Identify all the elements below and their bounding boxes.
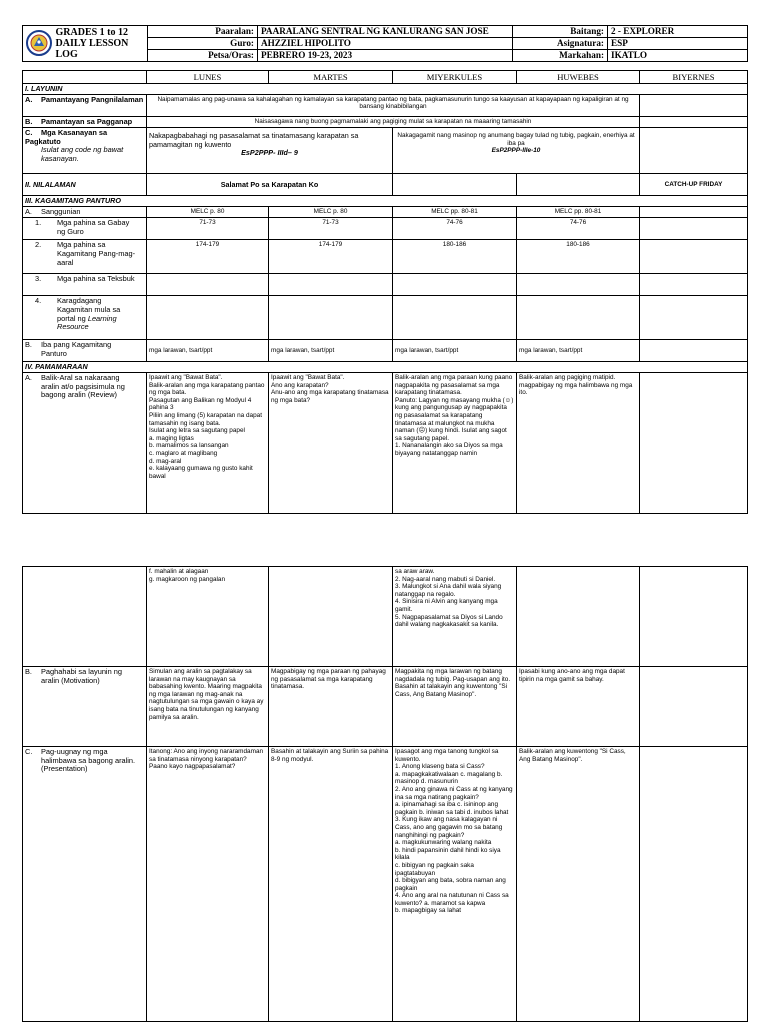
day-header-thu: HUWEBES [517, 71, 640, 84]
presentation-mon: Itanong: Ano ang inyong nararamdaman sa tinatamasa ninyong karapatan? Paano kayo nagpapasalamat? [147, 747, 269, 1022]
row-label-pamantayang-pangnilalaman: A. Pamantayang Pangnilalaman [23, 94, 147, 116]
row-label-pamantayan-sa-pagganap: B. Pamantayan sa Pagganap [23, 116, 147, 128]
row-label-teksbuk: 3. Mga pahina sa Teksbuk [23, 274, 147, 296]
balik-aral-thu: Balik-aralan ang pagiging matipid. magpabigay ng mga halimbawa ng mga ito. [517, 372, 640, 513]
lesson-log-table [22, 70, 748, 514]
sanggunian-mon: MELC p. 80 [147, 206, 269, 218]
kasanayan-note: Isulat ang code ng bawat kasanayan. [41, 145, 124, 163]
subject-value: ESP [608, 38, 748, 50]
lm-mon: 174-179 [147, 240, 269, 274]
deped-logo [23, 26, 53, 62]
day-header-mon: LUNES [147, 71, 269, 84]
iba-mon: mga larawan, tsart/ppt [147, 340, 269, 362]
row-label-sanggunian: A. Sanggunian [23, 206, 147, 218]
balik-aral-tue: Ipaawit ang "Bawat Bata". Ano ang karapatan? Anu-ano ang mga karapatang tinatamasa ng mga bata? [269, 372, 393, 513]
date-value: PEBRERO 19-23, 2023 [258, 50, 513, 62]
pamantayan-sa-pagganap-text: Naisasagawa nang buong pagmamalaki ang pagiging mulat sa karapatan na maaaring tamasahin [147, 116, 640, 128]
subject-label: Asignatura: [513, 38, 608, 50]
iba-tue: mga larawan, tsart/ppt [269, 340, 393, 362]
sanggunian-thu: MELC pp. 80-81 [517, 206, 640, 218]
balik-aral-wed-cont: sa araw araw. 2. Nag-aaral nang mabuti si Daniel. 3. Malungkot si Ana dahil wala siyang natanggap na regalo. 4. Sinisira ni Alvin ang kanyang mga gamit. 5. Nagpapasalamat sa Diyos si Lando dahil walang nagkakasakit sa kanila. [393, 567, 517, 667]
iba-thu: mga larawan, tsart/ppt [517, 340, 640, 362]
teacher-label: Guro: [148, 38, 258, 50]
balik-aral-mon: Ipaawit ang "Bawat Bata". Balik-aralan ang mga karapatang pantao ng mga bata. Pasagutan ang Balikan ng Modyul 4 pahina 3 Piliin ang limang (5) karapatan na dapat tamasahin ng isang bata. Isulat ang letra sa sagutang papel a. maging ligtas b. mamalimos sa lansangan c. maglaro at maglibang d. mag-aral e. kalayaang gumawa ng gusto kahit bawal [147, 372, 269, 513]
balik-aral-wed: Balik-aralan ang mga paraan kung paano nagpapakita ng pasasalamat sa mga karapatang tinatamasa. Panuto: Lagyan ng masayang mukha (☺) kung ang pangungusap ay nagpapakita ng pasasalamat sa karapatang tinatamasa at malungkot na mukha naman (☹) kung hindi. Isulat ang sagot sa sagutang papel. 1. Nananalangin ako sa Diyos sa mga biyayang natatanggap namin [393, 372, 517, 513]
kasanayan-mon-tue: Nakapagbabahagi ng pasasalamat sa tinatamasang karapatan sa pamamagitan ng kuwento EsP2PPP- IIId– 9 [147, 128, 393, 174]
sanggunian-tue: MELC p. 80 [269, 206, 393, 218]
daily-lesson-log-title: DAILY LESSON LOG [55, 38, 129, 60]
motivation-tue: Magpabigay ng mga paraan ng pahayag ng pasasalamat sa mga karapatang tinatamasa. [269, 667, 393, 747]
row-label-balik-aral: A. Balik-Aral sa nakaraang aralin at/o pagsisimula ng bagong aralin (Review) [23, 372, 147, 513]
nilalaman-title: Salamat Po sa Karapatan Ko [147, 174, 393, 196]
motivation-mon: Simulan ang aralin sa pagtalakay sa larawan na may kaugnayan sa babasahing kwento. Maaring magpakita ng mga larawan ng mag-anak na nagtutulungan sa mga gawain o kaya ay isang bata na tinutulungan ng kanyang pamilya sa aralin. [147, 667, 269, 747]
header-table [22, 25, 748, 62]
presentation-thu: Balik-aralan ang kuwentong "Si Cass, Ang Batang Masinop". [517, 747, 640, 1022]
catch-up-friday: CATCH-UP FRIDAY [640, 174, 748, 196]
school-label: Paaralan: [148, 26, 258, 38]
day-header-fri: BIYERNES [640, 71, 748, 84]
deped-seal-icon [26, 29, 52, 57]
section-pamamaraan: IV. PAMAMARAAN [23, 362, 748, 373]
row-label-learning-resource: 4. Karagdagang Kagamitan mula sa portal ng Learning Resource [23, 296, 147, 340]
grade-value: 2 - EXPLORER [608, 26, 748, 38]
motivation-thu: Ipasabi kung ano-ano ang mga dapat tipirin na mga gamit sa bahay. [517, 667, 640, 747]
day-header-tue: MARTES [269, 71, 393, 84]
log-title-cell [53, 26, 148, 62]
pamantayang-pangnilalaman-text: Naipamamalas ang pag-unawa sa kahalagahan ng kamalayan sa karapatang pantao ng bata, pagkamasunurin tungo sa kaayusan at kapayapaan ng kapaligiran at ng bansang kinabibilangan [147, 94, 640, 116]
sanggunian-wed: MELC pp. 80-81 [393, 206, 517, 218]
grade-label: Baitang: [513, 26, 608, 38]
presentation-tue: Basahin at talakayin ang Suriin sa pahina 8-9 ng modyul. [269, 747, 393, 1022]
motivation-wed: Magpakita ng mga larawan ng batang nagdadala ng tubig. Pag-usapan ang ito. Basahin at talakayin ang kuwentong "Si Cass, Ang Batang Masinop". [393, 667, 517, 747]
row-label-gabay-ng-guro: 1. Mga pahina sa Gabay ng Guro [23, 218, 147, 240]
section-layunin: I. LAYUNIN [23, 84, 748, 95]
row-label-presentation: C. Pag-uugnay ng mga halimbawa sa bagong aralin.(Presentation) [23, 747, 147, 1022]
row-label-motivation: B. Paghahabi sa layunin ng aralin (Motivation) [23, 667, 147, 747]
day-header-wed: MIYERKULES [393, 71, 517, 84]
gabay-thu: 74-76 [517, 218, 640, 240]
gabay-mon: 71-73 [147, 218, 269, 240]
row-label-iba-pang-kagamitan: B. Iba pang Kagamitang Panturo [23, 340, 147, 362]
row-label-kagamitang-pang-mag-aaral: 2. Mga pahina sa Kagamitang Pang-mag-aaral [23, 240, 147, 274]
school-value: PAARALANG SENTRAL NG KANLURANG SAN JOSE [258, 26, 513, 38]
date-label: Petsa/Oras: [148, 50, 258, 62]
section-kagamitan: III. KAGAMITANG PANTURO [23, 196, 748, 207]
lm-tue: 174-179 [269, 240, 393, 274]
teacher-value: AHZZIEL HIPOLITO [258, 38, 513, 50]
lesson-log-table-continued [22, 566, 748, 1022]
lm-thu: 180-186 [517, 240, 640, 274]
balik-aral-mon-cont: f. mahalin at alagaan g. magkaroon ng pangalan [147, 567, 269, 667]
section-nilalaman: II. NILALAMAN [23, 174, 147, 196]
gabay-wed: 74-76 [393, 218, 517, 240]
presentation-wed: Ipasagot ang mga tanong tungkol sa kuwento. 1. Anong klaseng bata si Cass? a. mapagkakatiwalaan c. magalang b. masinop d. masunurin 2. Ano ang ginawa ni Cass at ng kanyang ina sa mga natirang pagkain? a. ipinamahagi sa iba c. isininop ang pagkain b. iniwan sa tabi d. inubos lahat 3. Kung ikaw ang nasa kalagayan ni Cass, ano ang gagawin mo sa batang nanghihingi ng pagkain? a. magkukunwaring walang nakita b. hindi papansinin dahil hindi ko siya kilala c. bibigyan ng pagkain saka ipagtatabuyan d. bibigyan ang bata, sobra naman ang pagkain 4. Ano ang aral na natutunan ni Cass sa kuwento? a. maramot sa kapwa b. mapagbigay sa lahat [393, 747, 517, 1022]
lm-wed: 180-186 [393, 240, 517, 274]
gabay-tue: 71-73 [269, 218, 393, 240]
kasanayan-wed-thu: Nakagagamit nang masinop ng anumang bagay tulad ng tubig, pagkain, enerhiya at iba pa EsP2PPP-IIIe-10 [393, 128, 640, 174]
quarter-value: IKATLO [608, 50, 748, 62]
iba-wed: mga larawan, tsart/ppt [393, 340, 517, 362]
grades-title: GRADES 1 to 12 [55, 27, 129, 38]
row-label-kasanayan: C. Mga Kasanayan sa Pagkatuto Isulat ang code ng bawat kasanayan. [23, 128, 147, 174]
quarter-label: Markahan: [513, 50, 608, 62]
